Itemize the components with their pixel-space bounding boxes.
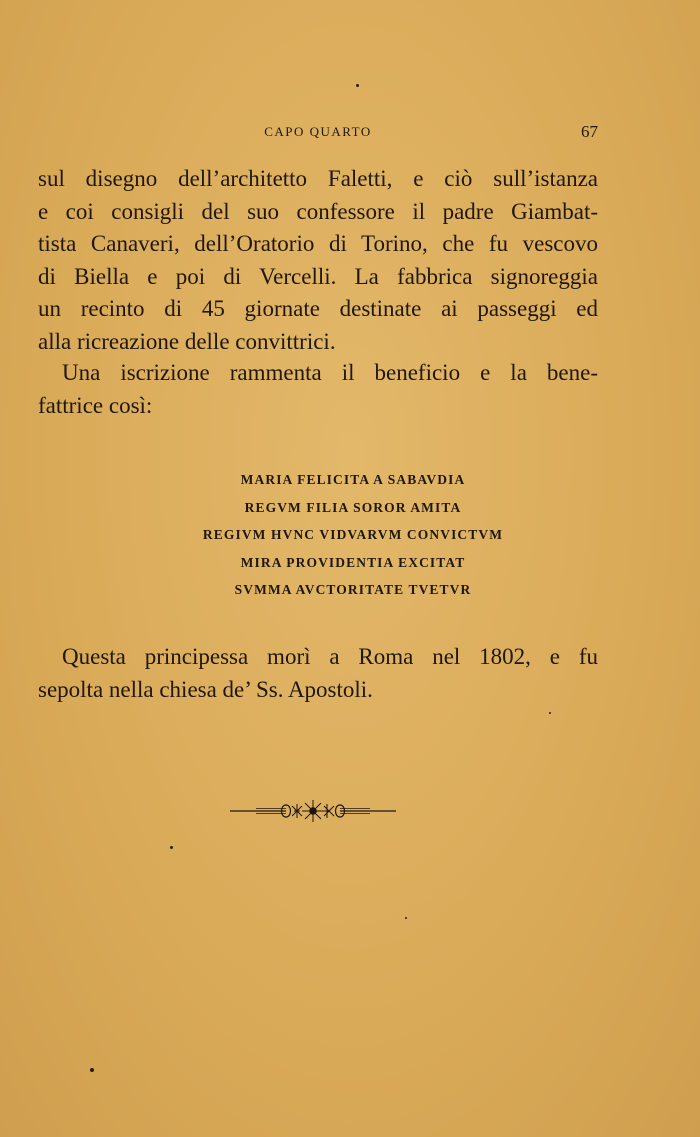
inscription-line: MIRA PROVIDENTIA EXCITAT — [240, 554, 466, 570]
page-number: 67 — [581, 122, 598, 141]
running-head — [38, 124, 598, 144]
paper-speck — [356, 84, 359, 87]
inscription-line: MARIA FELICITA A SABAVDIA — [240, 472, 466, 487]
inscription-line: SVMMA AVCTORITATE TVETVR — [234, 582, 472, 597]
inscription-line: REGVM FILIA SOROR AMITA — [244, 499, 462, 515]
text-line: fattrice così: — [38, 392, 153, 418]
text-line: sepolta nella chiesa de’ Ss. Apostoli. — [38, 676, 373, 702]
text-line: di Biella e poi di Vercelli. La fabbrica signoreggia — [38, 263, 598, 289]
paragraph-2 — [38, 357, 598, 422]
paper-speck — [549, 712, 551, 714]
paragraph-3 — [38, 641, 598, 706]
text-line: alla ricreazione delle convittrici. — [38, 328, 336, 354]
inscription-line: REGIVM HVNC VIDVARVM CONVICTVM — [202, 527, 504, 542]
text-line: Questa principessa morì a Roma nel 1802, e fu — [62, 644, 598, 669]
paper-speck — [170, 846, 173, 849]
text-line: tista Canaveri, dell’Oratorio di Torino, che fu vescovo — [38, 231, 598, 256]
latin-inscription — [38, 466, 668, 604]
paper-speck — [90, 1068, 94, 1072]
decorative-tailpiece-icon — [228, 796, 398, 826]
chapter-title: CAPO QUARTO — [264, 124, 372, 139]
text-line: Una iscrizione rammenta il beneficio e la bene- — [62, 360, 598, 385]
text-line: sul disegno dell’architetto Faletti, e ciò sull’istanza — [38, 166, 598, 191]
paper-speck — [405, 917, 407, 919]
paragraph-1 — [38, 163, 598, 358]
text-line: e coi consigli del suo confessore il padre Giambat- — [38, 198, 598, 224]
text-line: un recinto di 45 giornate destinate ai passeggi ed — [38, 296, 598, 321]
